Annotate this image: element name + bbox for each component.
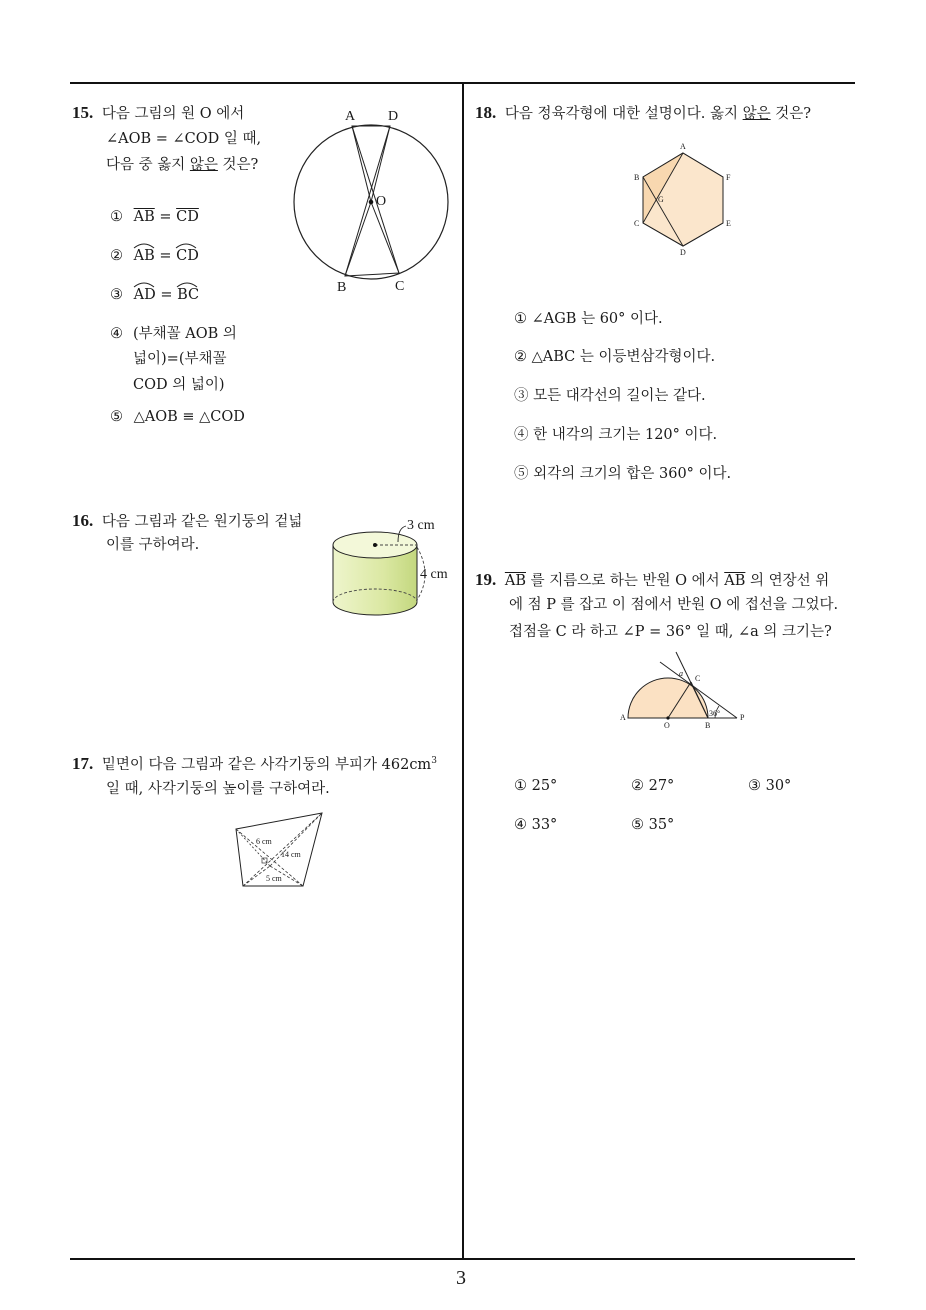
q18-label-A: A bbox=[680, 142, 686, 151]
q18-choice-4[interactable]: ④ 한 내각의 크기는 120° 이다. bbox=[514, 427, 718, 443]
q17-number: 17. bbox=[72, 754, 94, 773]
q19-line1-end: 의 연장선 위 bbox=[745, 573, 830, 589]
q19-label-A: A bbox=[620, 713, 626, 722]
q19-segment-AB: $\overline{AB}$ bbox=[504, 573, 526, 589]
q17-line2: 일 때, 사각기둥의 높이를 구하여라. bbox=[106, 781, 330, 797]
q18-line1-pre: 다음 정육각형에 대한 설명이다. 옳지 bbox=[504, 106, 743, 122]
q17-label-6cm: 6 cm bbox=[256, 837, 272, 846]
q19-label-P: P bbox=[740, 713, 745, 722]
q18-line1-post: 것은? bbox=[770, 106, 812, 122]
arc-AB: AB bbox=[134, 248, 155, 264]
q19-label-B: B bbox=[705, 721, 711, 730]
q18-label-D: D bbox=[680, 248, 686, 257]
q18-line1-underline: 않은 bbox=[742, 106, 771, 122]
q16-number: 16. bbox=[72, 511, 94, 530]
q15-label-A: A bbox=[345, 109, 356, 124]
q18-label-G: G bbox=[658, 195, 664, 204]
q16-height-label: 4 cm bbox=[420, 567, 448, 582]
q17-line1-sup: 3 bbox=[431, 756, 437, 767]
q17-line1: 밑면이 다음 그림과 같은 사각기둥의 부피가 462cm bbox=[101, 757, 432, 773]
q18-label-B: B bbox=[634, 173, 640, 182]
q19-label-C: C bbox=[695, 674, 701, 683]
q19-segment-AB-2: $\overline{AB}$ bbox=[724, 573, 746, 589]
q19-choice-3[interactable]: ③ 30° bbox=[748, 778, 792, 794]
q19-choice-5[interactable]: ⑤ 35° bbox=[631, 817, 675, 833]
arc-AD: AD bbox=[134, 287, 156, 303]
arc-BC: BC bbox=[177, 287, 199, 303]
q15-label-B: B bbox=[337, 280, 347, 295]
q16-line2: 이를 구하여라. bbox=[106, 537, 200, 553]
q19-line1-mid: 를 지름으로 하는 반원 O 에서 bbox=[526, 573, 725, 589]
q18-choice-1[interactable]: ① ∠AGB 는 60° 이다. bbox=[514, 311, 663, 327]
q15-label-C: C bbox=[395, 279, 405, 294]
q19-choice-1[interactable]: ① 25° bbox=[514, 778, 558, 794]
q18-label-E: E bbox=[726, 219, 731, 228]
q15-line3-post: 것은? bbox=[217, 157, 259, 173]
page-number: 3 bbox=[456, 1267, 466, 1289]
q17-label-14cm: 14 cm bbox=[281, 850, 301, 859]
q19-label-O: O bbox=[664, 721, 670, 730]
q15-label-O: O bbox=[376, 194, 387, 209]
q15-line2: ∠AOB = ∠COD 일 때, bbox=[106, 131, 262, 147]
q15-choice-1[interactable]: ① $\overline{AB} = \overline{CD}$ bbox=[110, 209, 199, 225]
q19-line3: 접점을 C 라 하고 ∠P = 36° 일 때, ∠a 의 크기는? bbox=[509, 624, 832, 640]
q19-label-angle: 36° bbox=[709, 709, 721, 718]
q18-number: 18. bbox=[475, 103, 497, 122]
q17-label-5cm: 5 cm bbox=[266, 874, 282, 883]
q18-choice-3[interactable]: ③ 모든 대각선의 길이는 같다. bbox=[514, 388, 706, 404]
q18-choice-5[interactable]: ⑤ 외각의 크기의 합은 360° 이다. bbox=[514, 466, 732, 482]
q18-label-F: F bbox=[726, 173, 731, 182]
q16-line1: 다음 그림과 같은 원기둥의 겉넓 bbox=[101, 514, 303, 530]
q15-label-D: D bbox=[388, 109, 399, 124]
q15-line3-underline: 않은 bbox=[189, 157, 218, 173]
arc-CD: CD bbox=[176, 248, 199, 264]
q15-choice-2[interactable]: ② AB = CD bbox=[110, 249, 199, 264]
q15-line1: 다음 그림의 원 O 에서 bbox=[101, 106, 245, 122]
q18-choice-2[interactable]: ② △ABC 는 이등변삼각형이다. bbox=[514, 349, 716, 365]
q15-choice-3[interactable]: ③ AD = BC bbox=[110, 288, 199, 303]
q15-line3-pre: 다음 중 옳지 bbox=[106, 157, 190, 173]
q19-line2: 에 점 P 를 잡고 이 점에서 반원 O 에 접선을 그었다. bbox=[509, 597, 839, 613]
q19-choice-4[interactable]: ④ 33° bbox=[514, 817, 558, 833]
q15-number: 15. bbox=[72, 103, 94, 122]
q18-label-C: C bbox=[634, 219, 640, 228]
q19-number: 19. bbox=[475, 570, 497, 589]
q16-radius-label: 3 cm bbox=[407, 518, 435, 533]
q19-choice-2[interactable]: ② 27° bbox=[631, 778, 675, 794]
q15-choice-5[interactable]: ⑤ △AOB ≡ △COD bbox=[110, 409, 245, 425]
q19-label-a: a bbox=[679, 669, 683, 678]
